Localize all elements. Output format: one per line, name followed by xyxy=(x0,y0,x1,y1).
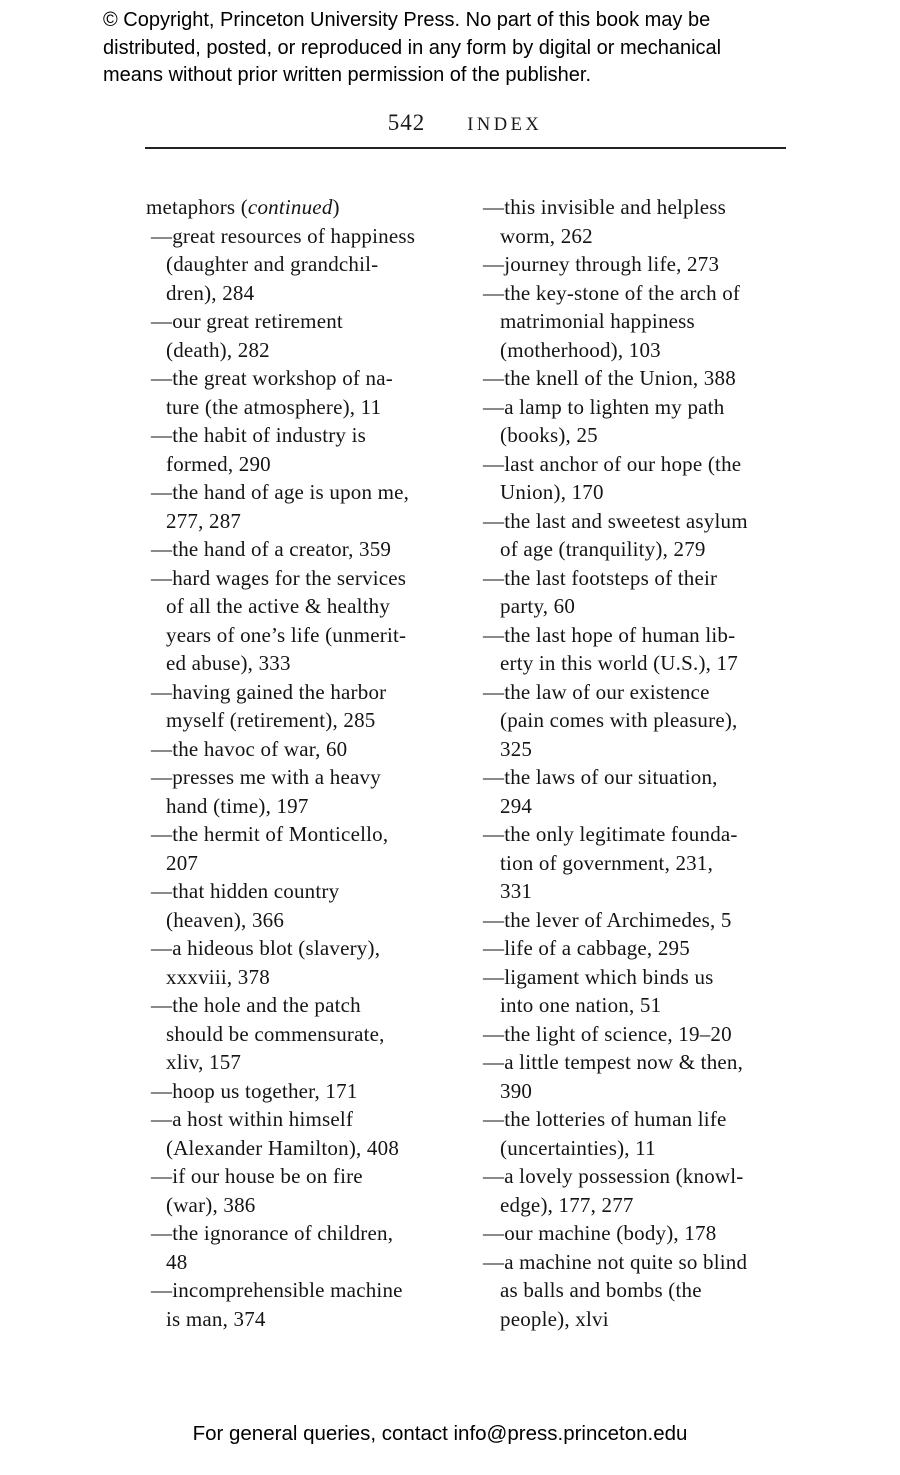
entry-continuation-line: 390 xyxy=(500,1078,533,1103)
entry-continuation-line: matrimonial happiness xyxy=(500,309,695,333)
entry-continuation-line: xxxviii, 378 xyxy=(166,964,270,989)
index-entry xyxy=(146,535,456,564)
footer-contact-text: For general queries, contact info@press.princeton.edu xyxy=(192,1422,688,1445)
entry-first-line: —the key-stone of the arch of xyxy=(483,280,741,305)
index-entry xyxy=(146,1276,456,1333)
header-rule xyxy=(145,147,786,149)
index-entry xyxy=(478,450,793,507)
entry-continuation-line: ed abuse), 333 xyxy=(166,651,291,675)
copyright-line: © Copyright, Princeton University Press. No part of this book may be xyxy=(103,9,711,31)
entry-continuation-line: (motherhood), 103 xyxy=(500,337,661,362)
entry-first-line: —last anchor of our hope (the xyxy=(483,451,742,476)
entry-first-line: —the hand of a creator, 359 xyxy=(151,537,392,561)
index-entry xyxy=(478,507,793,564)
heading-continued-italic: continued xyxy=(247,195,333,219)
index-entry xyxy=(146,1105,456,1162)
index-entry xyxy=(478,364,793,393)
entry-first-line: —hoop us together, 171 xyxy=(151,1078,358,1103)
entry-continuation-line: 325 xyxy=(500,736,533,761)
index-entry xyxy=(478,1219,793,1248)
entry-continuation-line: of all the active & healthy xyxy=(166,594,391,618)
entry-first-line: —the great workshop of na- xyxy=(151,366,393,390)
running-head-title: INDEX xyxy=(467,115,543,135)
index-entry xyxy=(478,1020,793,1049)
index-column-right xyxy=(478,193,793,1333)
entry-first-line: —presses me with a heavy xyxy=(151,765,381,789)
entry-first-line: —our machine (body), 178 xyxy=(483,1221,717,1245)
entry-first-line: —a machine not quite so blind xyxy=(483,1249,748,1274)
entry-continuation-line: (uncertainties), 11 xyxy=(500,1135,656,1160)
entry-first-line: —the ignorance of children, xyxy=(151,1221,394,1245)
entry-first-line: —life of a cabbage, 295 xyxy=(483,936,690,960)
entry-first-line: —the hermit of Monticello, xyxy=(151,822,389,846)
index-entry xyxy=(478,1048,793,1105)
entry-continuation-line: of age (tranquility), 279 xyxy=(500,537,706,561)
entry-continuation-line: xliv, 157 xyxy=(166,1050,242,1074)
entry-continuation-line: (death), 282 xyxy=(166,337,270,362)
entry-first-line: —having gained the harbor xyxy=(151,679,387,704)
entry-continuation-line: erty in this world (U.S.), 17 xyxy=(500,651,738,675)
entry-continuation-line: (Alexander Hamilton), 408 xyxy=(166,1135,400,1160)
entry-first-line: —a little tempest now & then, xyxy=(483,1050,744,1074)
entry-continuation-line: (books), 25 xyxy=(500,423,598,447)
entry-continuation-line: formed, 290 xyxy=(166,451,271,476)
index-entry xyxy=(146,678,456,735)
index-entry xyxy=(146,364,456,421)
index-entry xyxy=(146,991,456,1077)
entry-first-line: —the hole and the patch xyxy=(151,993,361,1017)
entry-continuation-line: into one nation, 51 xyxy=(500,993,662,1017)
entry-first-line: —a hideous blot (slavery), xyxy=(151,936,381,960)
entry-first-line: —if our house be on fire xyxy=(151,1164,363,1188)
index-entry xyxy=(478,279,793,365)
entry-first-line: —journey through life, 273 xyxy=(483,252,720,276)
index-entry xyxy=(146,763,456,820)
entry-continuation-line: (daughter and grandchil- xyxy=(166,252,379,276)
index-entry xyxy=(478,621,793,678)
index-column-left xyxy=(146,193,456,1333)
heading-suffix: ) xyxy=(332,195,340,219)
index-entry xyxy=(478,820,793,906)
entry-continuation-line: tion of government, 231, xyxy=(500,850,714,875)
entry-first-line: —the last footsteps of their xyxy=(483,565,718,590)
entry-first-line: —the habit of industry is xyxy=(151,423,366,447)
index-entry xyxy=(478,1105,793,1162)
entry-continuation-line: party, 60 xyxy=(500,594,576,618)
index-entry xyxy=(146,1162,456,1219)
entry-continuation-line: should be commensurate, xyxy=(166,1021,385,1046)
index-continued-heading xyxy=(146,193,456,222)
entry-first-line: —a lovely possession (knowl- xyxy=(483,1164,744,1188)
entry-continuation-line: people), xlvi xyxy=(500,1306,609,1331)
entry-first-line: —the only legitimate founda- xyxy=(483,822,738,846)
index-entry xyxy=(478,906,793,935)
index-entry xyxy=(146,877,456,934)
entry-continuation-line: (pain comes with pleasure), xyxy=(500,708,738,732)
entry-first-line: —great resources of happiness xyxy=(151,223,416,248)
entry-continuation-line: ture (the atmosphere), 11 xyxy=(166,394,382,419)
copyright-line: distributed, posted, or reproduced in any form by digital or mechanical xyxy=(103,36,722,59)
index-entry xyxy=(146,1077,456,1106)
entry-continuation-line: 294 xyxy=(500,793,533,818)
index-entry xyxy=(478,393,793,450)
index-entry xyxy=(146,1219,456,1276)
entry-first-line: —the light of science, 19–20 xyxy=(483,1021,732,1046)
index-entry xyxy=(478,250,793,279)
copyright-notice xyxy=(103,7,721,90)
entry-first-line: —hard wages for the services xyxy=(151,565,407,590)
entry-first-line: —incomprehensible machine xyxy=(151,1278,403,1302)
entry-first-line: —the hand of age is upon me, xyxy=(151,480,410,504)
index-entry xyxy=(146,735,456,764)
entry-first-line: —this invisible and helpless xyxy=(483,195,726,219)
index-entries-left xyxy=(146,222,456,1334)
index-entry xyxy=(478,678,793,764)
index-entries-right xyxy=(478,193,793,1333)
index-entry xyxy=(146,934,456,991)
index-entry xyxy=(478,1162,793,1219)
entry-first-line: —ligament which binds us xyxy=(483,964,714,989)
entry-continuation-line: 277, 287 xyxy=(166,508,242,533)
entry-continuation-line: 331 xyxy=(500,879,533,903)
entry-continuation-line: myself (retirement), 285 xyxy=(166,708,376,732)
page-footer xyxy=(0,1422,880,1446)
entry-continuation-line: is man, 374 xyxy=(166,1306,266,1331)
index-entry xyxy=(478,934,793,963)
index-entry xyxy=(478,963,793,1020)
entry-first-line: —the laws of our situation, xyxy=(483,765,718,789)
entry-first-line: —the last and sweetest asylum xyxy=(483,508,748,533)
entry-first-line: —the lever of Archimedes, 5 xyxy=(483,907,732,932)
entry-continuation-line: (war), 386 xyxy=(166,1192,256,1217)
index-entry xyxy=(146,820,456,877)
entry-first-line: —the knell of the Union, 388 xyxy=(483,366,736,390)
entry-continuation-line: 207 xyxy=(166,850,199,875)
entry-continuation-line: dren), 284 xyxy=(166,280,255,305)
entry-continuation-line: edge), 177, 277 xyxy=(500,1192,634,1217)
entry-first-line: —our great retirement xyxy=(151,309,343,333)
index-entry xyxy=(478,564,793,621)
index-entry xyxy=(478,193,793,250)
index-entry xyxy=(478,1248,793,1334)
entry-continuation-line: as balls and bombs (the xyxy=(500,1278,702,1302)
page-number: 542 xyxy=(387,110,426,135)
entry-first-line: —a host within himself xyxy=(151,1107,354,1131)
entry-continuation-line: Union), 170 xyxy=(500,480,604,504)
index-entry xyxy=(146,478,456,535)
running-head xyxy=(30,110,900,136)
index-entry xyxy=(146,564,456,678)
entry-first-line: —that hidden country xyxy=(151,879,340,903)
index-entry xyxy=(478,763,793,820)
index-entry xyxy=(146,222,456,308)
copyright-line: means without prior written permission of the publisher. xyxy=(103,64,592,86)
entry-first-line: —the law of our existence xyxy=(483,679,710,704)
heading-prefix: metaphors ( xyxy=(146,195,248,219)
entry-continuation-line: years of one’s life (unmerit- xyxy=(166,622,407,647)
entry-first-line: —a lamp to lighten my path xyxy=(483,394,725,419)
entry-first-line: —the havoc of war, 60 xyxy=(151,736,348,761)
entry-continuation-line: 48 xyxy=(166,1249,188,1274)
entry-first-line: —the last hope of human lib- xyxy=(483,622,736,647)
entry-first-line: —the lotteries of human life xyxy=(483,1107,727,1131)
entry-continuation-line: (heaven), 366 xyxy=(166,907,285,932)
index-entry xyxy=(146,307,456,364)
entry-continuation-line: worm, 262 xyxy=(500,223,593,248)
entry-continuation-line: hand (time), 197 xyxy=(166,793,309,818)
index-entry xyxy=(146,421,456,478)
